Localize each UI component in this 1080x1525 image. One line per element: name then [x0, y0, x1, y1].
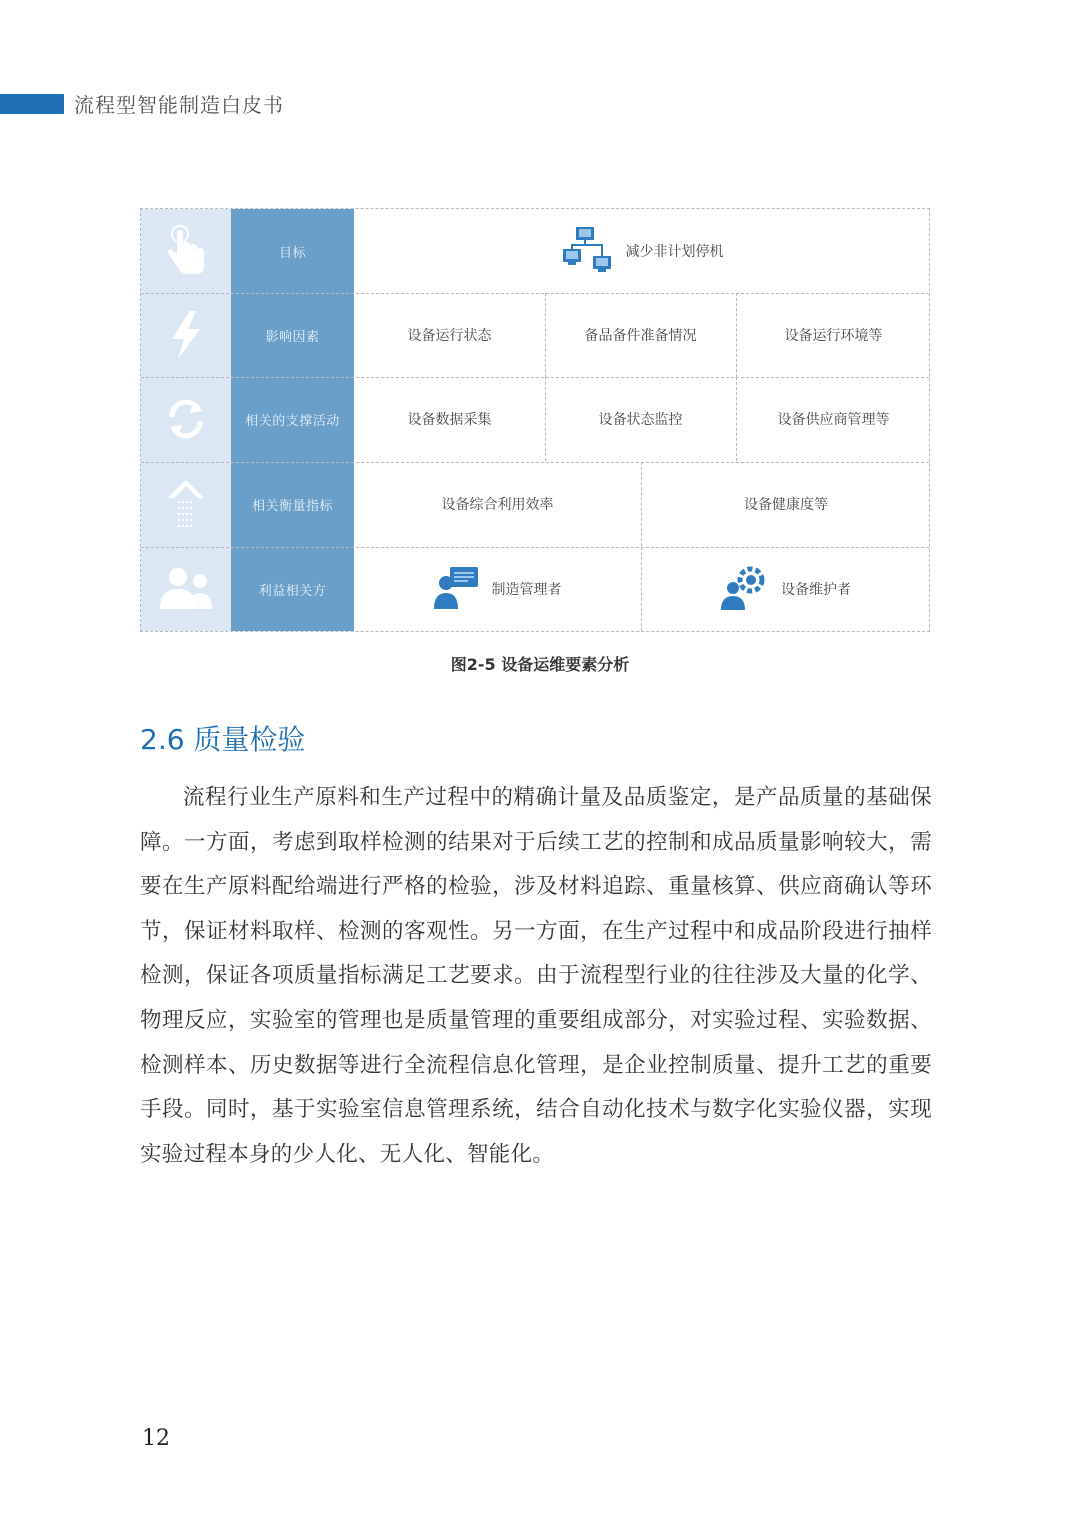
hand-pointer-icon — [141, 209, 231, 293]
maintenance-gear-icon — [721, 564, 769, 614]
manager-icon — [434, 565, 480, 613]
cell-stakeholder — [641, 547, 931, 631]
lightning-icon — [141, 293, 231, 377]
cell-metric: 设备健康度等 — [744, 497, 828, 513]
header-accent-bar — [0, 94, 64, 114]
cell-metric: 设备综合利用效率 — [441, 497, 554, 513]
row-label-goal: 目标 — [278, 245, 306, 261]
cell-factor: 设备运行状态 — [407, 328, 492, 344]
cell-goal — [354, 209, 931, 293]
cell-activity: 设备数据采集 — [407, 412, 492, 428]
figure-caption: 图2-5 设备运维要素分析 — [450, 655, 630, 674]
figure-table — [140, 208, 930, 632]
row-label-stakeholders: 利益相关方 — [258, 583, 327, 599]
section-title: 2.6 质量检验 — [140, 723, 306, 756]
section-paragraph: 流程行业生产原料和生产过程中的精确计量及品质鉴定，是产品质量的基础保障。一方面，考虑到取样检测的结果对于后续工艺的控制和成品质量影响较大，需要在生产原料配给端进行严格的检验，涉及材料追踪、重量核算、供应商确认等环节，保证材料取样、检测的客观性。另一方面，在生产过程中和成品阶段进行抽样检测，保证各项质量指标满足工艺要求。由于流程型行业的往往涉及大量的化学、物理反应，实验室的管理也是质量管理的重要组成部分，对实验过程、实验数据、检测样本、历史数据等进行全流程信息化管理，是企业控制质量、提升工艺的重要手段。同时，基于实验室信息管理系统，结合自动化技术与数字化实验仪器，实现实验过程本身的少人化、无人化、智能化。 — [140, 785, 932, 1167]
goal-text: 减少非计划停机 — [625, 244, 724, 260]
header-title: 流程型智能制造白皮书 — [74, 93, 284, 117]
cell-factor: 设备运行环境等 — [784, 328, 883, 344]
row-label-activities: 相关的支撑活动 — [245, 413, 340, 429]
row-label-metrics: 相关衡量指标 — [251, 498, 333, 514]
row-label-factors: 影响因素 — [265, 329, 320, 345]
people-icon — [141, 547, 231, 631]
refresh-icon — [141, 377, 231, 461]
page-number: 12 — [142, 1426, 170, 1451]
maintainer-text: 设备维护者 — [781, 582, 851, 598]
network-computers-icon — [562, 225, 614, 277]
cell-stakeholder — [354, 547, 641, 631]
cell-activity: 设备状态监控 — [598, 412, 683, 428]
bar-chart-icon — [141, 462, 231, 546]
manager-text: 制造管理者 — [491, 582, 562, 598]
cell-factor: 备品备件准备情况 — [584, 328, 697, 344]
cell-activity: 设备供应商管理等 — [777, 412, 890, 428]
